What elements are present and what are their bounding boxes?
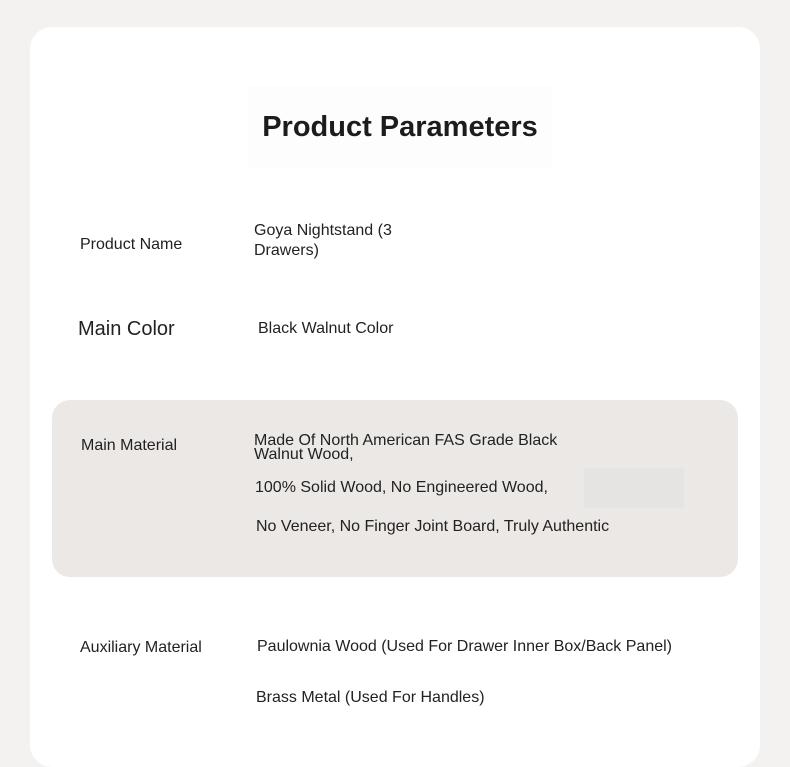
page-title: Product Parameters — [248, 86, 552, 168]
value-main-material-line2: Walnut Wood, — [254, 446, 354, 463]
decorative-chip — [584, 468, 684, 508]
value-main-material-line3: 100% Solid Wood, No Engineered Wood, — [255, 479, 548, 496]
value-main-color: Black Walnut Color — [258, 320, 394, 337]
value-product-name-line1: Goya Nightstand (3 — [254, 222, 392, 239]
value-main-material-line4: No Veneer, No Finger Joint Board, Truly Authentic — [256, 518, 610, 535]
value-auxiliary-material-line2: Brass Metal (Used For Handles) — [256, 689, 485, 706]
label-main-material: Main Material — [81, 437, 178, 454]
label-auxiliary-material: Auxiliary Material — [80, 639, 202, 656]
label-main-color: Main Color — [78, 318, 175, 340]
label-product-name: Product Name — [80, 236, 183, 253]
value-main-material-line1: Made Of North American FAS Grade Black — [254, 432, 558, 449]
value-product-name-line2: Drawers) — [254, 242, 319, 259]
value-auxiliary-material-line1: Paulownia Wood (Used For Drawer Inner Box/Back Panel) — [257, 638, 672, 655]
